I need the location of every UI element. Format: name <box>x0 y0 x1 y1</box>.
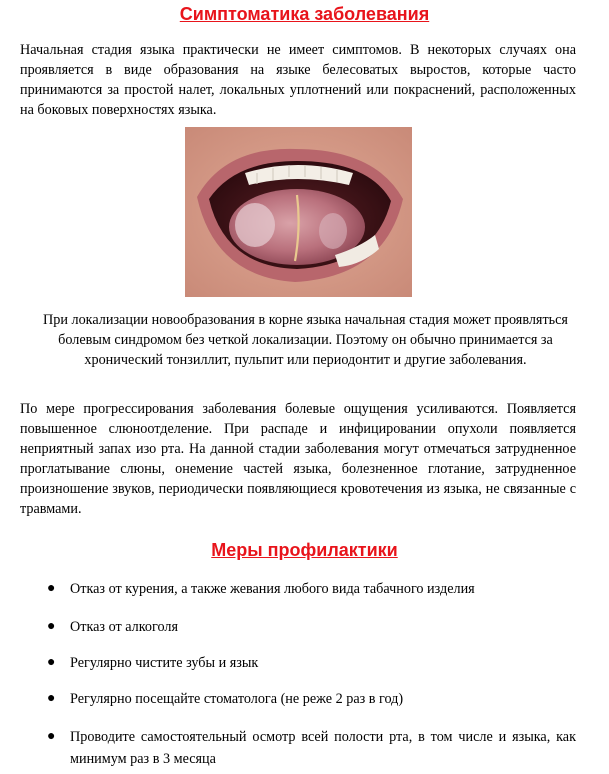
paragraph-initial-stage: Начальная стадия языка практически не имеет симптомов. В некоторых случаях она проявляется в виде образования на языке белесоватых выростов, которые часто принимаются за простой налет, локальных уплотнений или покраснений, расположенных на боковых поверхностях языка. <box>20 42 576 118</box>
mouth-tongue-photo <box>185 127 412 297</box>
bullet-icon: ● <box>47 581 56 596</box>
paragraph-progression: По мере прогрессирования заболевания болевые ощущения усиливаются. Появляется повышенное слюноотделение. При распаде и инфицировании опухоли появляется неприятный запах изо рта. На данной стадии заболевания могут отмечаться затрудненное проглатывание слюны, онемение частей языка, болезненное глотание, затрудненное произношение звуков, периодически появляющиеся кровотечения из языка, не связанные с травмами. <box>20 401 576 517</box>
bullet-icon: ● <box>47 729 56 744</box>
section-title-prevention: Меры профилактики <box>211 540 398 560</box>
bullet-icon: ● <box>47 691 56 706</box>
list-item-text: Отказ от курения, а также жевания любого вида табачного изделия <box>70 581 475 597</box>
list-item-text: Отказ от алкоголя <box>70 619 178 635</box>
paragraph-root-localization: При локализации новообразования в корне языка начальная стадия может проявляться болевым синдромом без четкой локализации. Поэтому он обычно принимается за хронический тонзиллит, пульпит или периодонтит и другие заболевания. <box>43 312 568 368</box>
list-item-text: Регулярно посещайте стоматолога (не реже 2 раз в год) <box>70 691 404 707</box>
bullet-icon: ● <box>47 619 56 634</box>
section-title-symptoms: Симптоматика заболевания <box>179 4 430 24</box>
list-item-text: Регулярно чистите зубы и язык <box>70 655 259 671</box>
list-item-text: Проводите самостоятельный осмотр всей полости рта, в том числе и языка, как минимум раз в 3 месяца <box>70 729 576 767</box>
bullet-icon: ● <box>47 655 56 670</box>
